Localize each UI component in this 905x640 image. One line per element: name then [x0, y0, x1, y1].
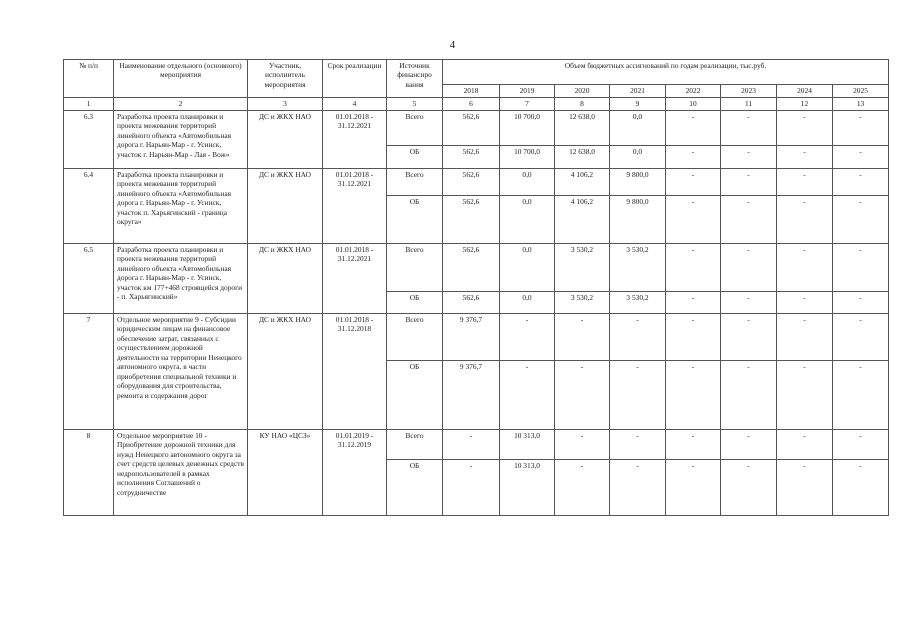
budget-value: - — [721, 292, 777, 314]
budget-value: - — [443, 460, 500, 516]
budget-value: - — [833, 292, 889, 314]
budget-value: - — [777, 314, 833, 361]
budget-value: - — [777, 361, 833, 430]
column-numbers-row — [64, 98, 889, 111]
header-source: Источник финансиро вания — [387, 60, 443, 98]
budget-value: 562,6 — [443, 244, 500, 292]
budget-value: 9 800,0 — [610, 169, 666, 196]
budget-value: 562,6 — [443, 169, 500, 196]
budget-value: 9 376,7 — [443, 314, 500, 361]
budget-value: 562,6 — [443, 196, 500, 244]
budget-value: 3 530,2 — [610, 292, 666, 314]
budget-value: 0,0 — [610, 111, 666, 146]
budget-value: - — [555, 430, 610, 460]
column-number: 10 — [666, 98, 721, 111]
budget-value: - — [555, 460, 610, 516]
budget-value: - — [777, 111, 833, 146]
term: 01.01.2019 - 31.12.2019 — [323, 430, 387, 516]
budget-value: - — [833, 460, 889, 516]
table-row — [64, 244, 889, 292]
page-number: 4 — [449, 39, 456, 51]
budget-value: 562,6 — [443, 292, 500, 314]
budget-value: - — [777, 244, 833, 292]
budget-value: 10 313,0 — [500, 430, 555, 460]
table-row — [64, 314, 889, 361]
activity-name: Разработка проекта планировки и проекта межевания территорий линейного объекта «Автомобильная дорога г. Нарьян-Мар - г. Усинск, участок п. Харьягинский - граница округа» — [114, 169, 248, 244]
funding-source: Всего — [387, 244, 443, 292]
row-number: 6.5 — [64, 244, 114, 314]
funding-source: ОБ — [387, 460, 443, 516]
budget-value: - — [833, 244, 889, 292]
budget-value: - — [833, 314, 889, 361]
budget-value: 9 376,7 — [443, 361, 500, 430]
budget-value: - — [610, 314, 666, 361]
header-name: Наименование отдельного (основного) мероприятия — [114, 60, 248, 98]
budget-value: - — [777, 196, 833, 244]
participant: ДС и ЖКХ НАО — [248, 314, 323, 430]
activity-name: Разработка проекта планировки и проекта межевания территорий линейного объекта «Автомобильная дорога г. Нарьян-Мар - г. Усинск, участок км 177+468 строящейся дороги - п. Харьягинский» — [114, 244, 248, 314]
funding-source: Всего — [387, 169, 443, 196]
budget-value: 0,0 — [500, 169, 555, 196]
budget-value: - — [610, 430, 666, 460]
activity-name: Отдельное мероприятие 9 - Субсидии юридическим лицам на финансовое обеспечение затрат, связанных с осуществлением дорожной деятельности на территории Ненецкого автономного округа, в части приобретения специальной техники и оборудования для строительства, ремонта и содержания дорог — [114, 314, 248, 430]
budget-value: - — [666, 111, 721, 146]
term: 01.01.2018 - 31.12.2021 — [323, 169, 387, 244]
funding-source: ОБ — [387, 146, 443, 169]
budget-value: 9 800,0 — [610, 196, 666, 244]
budget-value: 12 638,0 — [555, 111, 610, 146]
header-year: 2019 — [500, 85, 555, 98]
budget-value: - — [666, 460, 721, 516]
budget-value: - — [777, 292, 833, 314]
row-number: 7 — [64, 314, 114, 430]
budget-value: 562,6 — [443, 111, 500, 146]
activity-name: Разработка проекта планировки и проекта межевания территорий линейного объекта «Автомобильная дорога г. Нарьян-Мар - г. Усинск, участок г. Нарьян-Мар - Лая - Вож» — [114, 111, 248, 169]
budget-value: - — [555, 314, 610, 361]
budget-value: 10 700,0 — [500, 111, 555, 146]
column-number: 5 — [387, 98, 443, 111]
funding-source: Всего — [387, 430, 443, 460]
header-year: 2024 — [777, 85, 833, 98]
activity-name: Отдельное мероприятие 10 - Приобретение дорожной техники для нужд Ненецкого автономного округа за счет средств целевых денежных средств недропользователей в рамках исполнения Соглашений о сотрудничестве — [114, 430, 248, 516]
budget-value: - — [777, 460, 833, 516]
budget-value: - — [777, 146, 833, 169]
column-number: 7 — [500, 98, 555, 111]
budget-value: - — [721, 244, 777, 292]
budget-value: - — [777, 169, 833, 196]
budget-value: - — [833, 430, 889, 460]
budget-value: - — [833, 196, 889, 244]
funding-source: ОБ — [387, 292, 443, 314]
header-participant: Участник, исполнитель мероприятия — [248, 60, 323, 98]
budget-value: - — [833, 169, 889, 196]
participant: КУ НАО «ЦСЗ» — [248, 430, 323, 516]
term: 01.01.2018 - 31.12.2021 — [323, 111, 387, 169]
participant: ДС и ЖКХ НАО — [248, 244, 323, 314]
budget-value: 10 313,0 — [500, 460, 555, 516]
column-number: 4 — [323, 98, 387, 111]
budget-value: 0,0 — [500, 196, 555, 244]
row-number: 6.4 — [64, 169, 114, 244]
column-number: 2 — [114, 98, 248, 111]
budget-value: 4 106,2 — [555, 196, 610, 244]
budget-value: - — [666, 244, 721, 292]
funding-source: ОБ — [387, 361, 443, 430]
budget-value: - — [721, 111, 777, 146]
header-row — [64, 60, 889, 85]
column-number: 12 — [777, 98, 833, 111]
budget-value: 3 530,2 — [555, 292, 610, 314]
budget-value: - — [666, 361, 721, 430]
column-number: 13 — [833, 98, 889, 111]
budget-value: - — [666, 314, 721, 361]
header-num: № п/п — [64, 60, 114, 98]
budget-value: - — [666, 146, 721, 169]
budget-value: - — [833, 111, 889, 146]
budget-value: - — [666, 292, 721, 314]
header-year: 2025 — [833, 85, 889, 98]
budget-value: - — [666, 430, 721, 460]
budget-value: 3 530,2 — [555, 244, 610, 292]
budget-value: 4 106,2 — [555, 169, 610, 196]
header-year: 2020 — [555, 85, 610, 98]
budget-value: - — [721, 460, 777, 516]
header-year: 2023 — [721, 85, 777, 98]
budget-value: 12 638,0 — [555, 146, 610, 169]
header-year: 2022 — [666, 85, 721, 98]
budget-value: - — [833, 146, 889, 169]
term: 01.01.2018 - 31.12.2021 — [323, 244, 387, 314]
participant: ДС и ЖКХ НАО — [248, 111, 323, 169]
budget-value: - — [500, 314, 555, 361]
budget-value: - — [666, 196, 721, 244]
budget-value: - — [500, 361, 555, 430]
column-number: 3 — [248, 98, 323, 111]
header-year: 2018 — [443, 85, 500, 98]
budget-value: - — [721, 169, 777, 196]
table-row — [64, 430, 889, 460]
budget-value: - — [721, 146, 777, 169]
budget-value: - — [721, 314, 777, 361]
column-number: 8 — [555, 98, 610, 111]
column-number: 11 — [721, 98, 777, 111]
column-number: 9 — [610, 98, 666, 111]
budget-value: 0,0 — [500, 244, 555, 292]
budget-value: - — [721, 361, 777, 430]
header-term: Срок реализации — [323, 60, 387, 98]
budget-value: - — [777, 430, 833, 460]
budget-value: 0,0 — [500, 292, 555, 314]
column-number: 1 — [64, 98, 114, 111]
column-number: 6 — [443, 98, 500, 111]
budget-value: 10 700,0 — [500, 146, 555, 169]
term: 01.01.2018 - 31.12.2018 — [323, 314, 387, 430]
budget-value: - — [610, 361, 666, 430]
table-row — [64, 111, 889, 146]
table-row — [64, 169, 889, 196]
row-number: 8 — [64, 430, 114, 516]
budget-value: - — [721, 196, 777, 244]
header-year: 2021 — [610, 85, 666, 98]
budget-value: - — [721, 430, 777, 460]
budget-value: 3 530,2 — [610, 244, 666, 292]
budget-table — [63, 59, 889, 516]
row-number: 6.3 — [64, 111, 114, 169]
budget-value: - — [833, 361, 889, 430]
budget-value: 0,0 — [610, 146, 666, 169]
budget-value: - — [555, 361, 610, 430]
budget-value: - — [610, 460, 666, 516]
participant: ДС и ЖКХ НАО — [248, 169, 323, 244]
funding-source: Всего — [387, 111, 443, 146]
funding-source: ОБ — [387, 196, 443, 244]
header-budget: Объем бюджетных ассигнований по годам реализации, тыс.руб. — [443, 60, 889, 85]
budget-value: - — [666, 169, 721, 196]
funding-source: Всего — [387, 314, 443, 361]
budget-value: 562,6 — [443, 146, 500, 169]
budget-value: - — [443, 430, 500, 460]
